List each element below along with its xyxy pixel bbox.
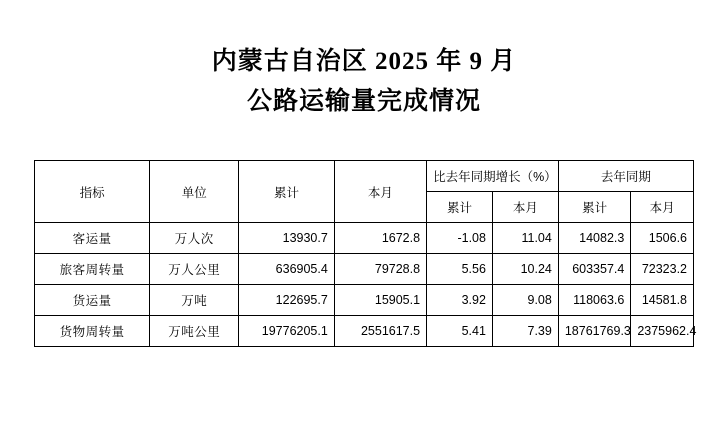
table-row xyxy=(35,223,694,254)
header-current-month: 本月 xyxy=(334,161,426,223)
row-growth-cumulative: 3.92 xyxy=(427,285,493,316)
row-last-year-cumulative: 118063.6 xyxy=(558,285,630,316)
row-indicator: 旅客周转量 xyxy=(35,254,150,285)
row-cumulative: 122695.7 xyxy=(239,285,335,316)
table-body xyxy=(35,223,697,347)
header-growth-group: 比去年同期增长（%） xyxy=(427,161,559,192)
row-current-month: 15905.1 xyxy=(334,285,426,316)
row-last-year-month: 1506.6 xyxy=(631,223,694,254)
row-cumulative: 636905.4 xyxy=(239,254,335,285)
row-indicator: 货物周转量 xyxy=(35,316,150,347)
row-growth-cumulative: 5.41 xyxy=(427,316,493,347)
row-last-year-month: 14581.8 xyxy=(631,285,694,316)
row-last-year-cumulative: 603357.4 xyxy=(558,254,630,285)
table-row xyxy=(35,316,694,347)
row-indicator: 客运量 xyxy=(35,223,150,254)
row-growth-cumulative: 5.56 xyxy=(427,254,493,285)
row-growth-month: 11.04 xyxy=(492,223,558,254)
header-indicator: 指标 xyxy=(35,161,150,223)
row-unit: 万人公里 xyxy=(150,254,239,285)
header-last-year-group: 去年同期 xyxy=(558,161,693,192)
row-unit: 万人次 xyxy=(150,223,239,254)
row-last-year-cumulative: 14082.3 xyxy=(558,223,630,254)
header-last-year-month: 本月 xyxy=(631,192,694,223)
title-line-2: 公路运输量完成情况 xyxy=(246,88,481,115)
row-last-year-cumulative: 18761769.3 xyxy=(558,316,630,347)
table-head xyxy=(35,161,694,223)
row-growth-cumulative: -1.08 xyxy=(427,223,493,254)
table-header-row-1 xyxy=(35,161,694,192)
header-cumulative: 累计 xyxy=(239,161,335,223)
header-growth-month: 本月 xyxy=(492,192,558,223)
row-last-year-month: 72323.2 xyxy=(631,254,694,285)
row-current-month: 1672.8 xyxy=(334,223,426,254)
table-row xyxy=(35,285,694,316)
header-growth-cumulative: 累计 xyxy=(427,192,493,223)
title-line-1: 内蒙古自治区 2025 年 9 月 xyxy=(211,48,517,75)
row-growth-month: 7.39 xyxy=(492,316,558,347)
table-row xyxy=(35,254,694,285)
row-unit: 万吨 xyxy=(150,285,239,316)
row-unit: 万吨公里 xyxy=(150,316,239,347)
document-title xyxy=(0,0,728,122)
header-last-year-cumulative: 累计 xyxy=(558,192,630,223)
row-growth-month: 10.24 xyxy=(492,254,558,285)
row-cumulative: 19776205.1 xyxy=(239,316,335,347)
transport-statistics-table-wrapper xyxy=(34,160,697,347)
transport-statistics-table xyxy=(34,160,697,347)
row-indicator: 货运量 xyxy=(35,285,150,316)
row-growth-month: 9.08 xyxy=(492,285,558,316)
row-current-month: 79728.8 xyxy=(334,254,426,285)
row-last-year-month: 2375962.4 xyxy=(631,316,694,347)
row-cumulative: 13930.7 xyxy=(239,223,335,254)
header-unit: 单位 xyxy=(150,161,239,223)
row-current-month: 2551617.5 xyxy=(334,316,426,347)
